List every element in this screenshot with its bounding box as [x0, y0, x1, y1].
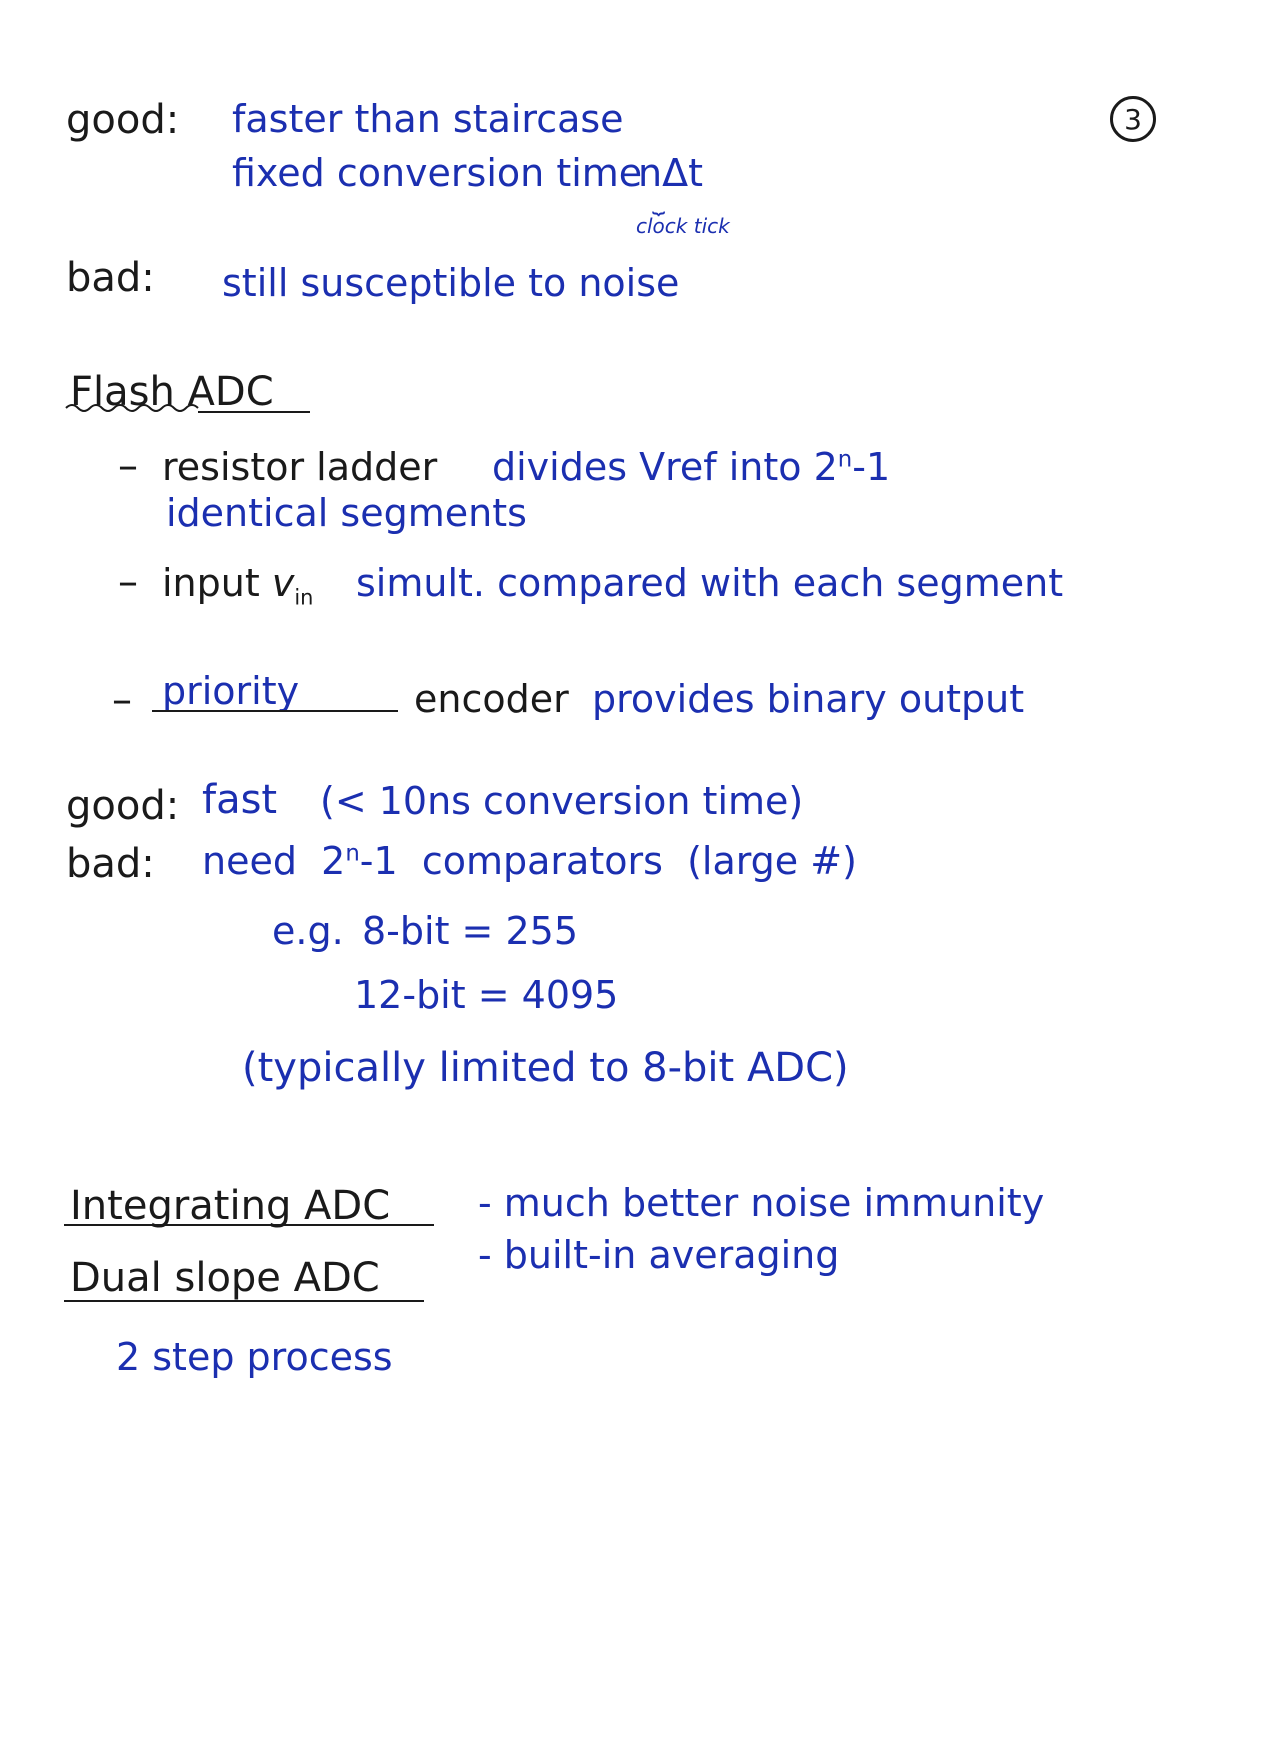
integrating-note-2: - built-in averaging — [478, 1233, 840, 1277]
bullet-dash-3: – — [112, 677, 132, 723]
bullet1-minus-one: -1 — [852, 445, 891, 489]
eg-8bit: 8-bit = 255 — [362, 909, 578, 953]
two-step-process: 2 step process — [116, 1335, 393, 1379]
flash-bad-exponent: n — [345, 840, 360, 867]
dual-slope-heading: Dual slope ADC — [70, 1255, 380, 1301]
integrating-note-1: - much better noise immunity — [478, 1181, 1045, 1225]
bullet3-blank-underline — [152, 710, 398, 712]
bullet2-subscript: in — [294, 585, 314, 610]
typically-limited: (typically limited to 8-bit ADC) — [242, 1045, 849, 1091]
page-number: 3 — [1124, 102, 1142, 136]
dual-slope-underline — [64, 1300, 424, 1302]
bullet1-black-text: resistor ladder — [162, 445, 438, 489]
bullet3-encoder: encoder — [414, 677, 569, 721]
flash-bad-comparators: comparators — [421, 839, 663, 883]
flash-adc-heading: Flash ADC — [70, 369, 274, 415]
eg-label: e.g. — [272, 909, 344, 953]
bullet1-blue-text — [492, 445, 891, 489]
bullet2-input: input — [162, 561, 260, 605]
bad-line: still susceptible to noise — [222, 261, 680, 305]
flash-bad-text — [202, 839, 857, 883]
good-line-2: fixed conversion time — [232, 151, 643, 195]
good-line-1: faster than staircase — [232, 97, 624, 141]
bullet3-blue-text: provides binary output — [592, 677, 1025, 721]
flash-bad-need: need — [202, 839, 297, 883]
flash-good-fast: fast — [202, 777, 278, 823]
eg-12bit: 12-bit = 4095 — [354, 973, 619, 1017]
flash-good-paren: (< 10ns conversion time) — [320, 779, 804, 823]
bullet-dash-2: – — [118, 559, 138, 605]
flash-bad-minus-one: -1 — [359, 839, 398, 883]
formula-n-delta-t: nΔt — [638, 151, 703, 195]
bullet1-blue-phrase: divides Vref into — [492, 445, 802, 489]
flash-heading-wavy-underline — [64, 398, 314, 420]
bullet1-exponent: n — [837, 446, 853, 473]
good-label: good: — [66, 97, 180, 143]
bullet2-v-symbol: v — [271, 561, 295, 605]
bullet3-priority: priority — [162, 669, 300, 713]
bullet2-black-text — [162, 561, 314, 610]
bad-label: bad: — [66, 255, 155, 301]
bullet1-two: 2 — [813, 445, 838, 489]
integrating-adc-heading: Integrating ADC — [70, 1183, 391, 1229]
bullet2-blue-text: simult. compared with each segment — [356, 561, 1064, 605]
formula-note: clock tick — [636, 214, 730, 238]
bullet1-line-2: identical segments — [166, 491, 527, 535]
flash-bad-two: 2 — [321, 839, 346, 883]
flash-bad-large: (large #) — [687, 839, 857, 883]
formula-brace: ⏟ — [652, 190, 666, 215]
integrating-underline — [64, 1224, 434, 1226]
flash-good-label: good: — [66, 783, 180, 829]
page-number-badge — [1110, 96, 1156, 142]
bullet-dash-1: – — [118, 443, 138, 489]
flash-bad-label: bad: — [66, 841, 155, 887]
